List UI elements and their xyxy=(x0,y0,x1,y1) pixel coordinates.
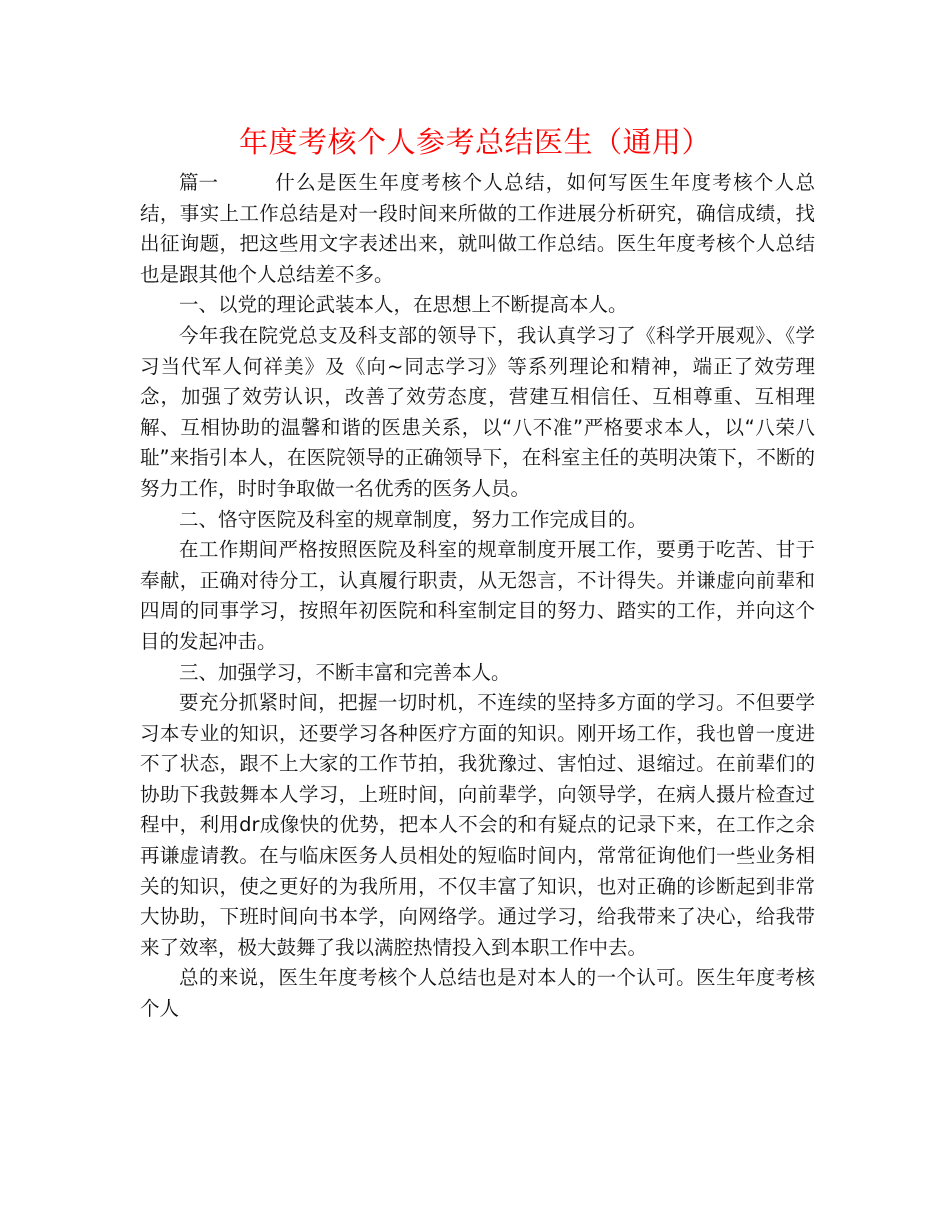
document-body xyxy=(140,168,815,1025)
section-heading-1: 一、以党的理论武装本人，在思想上不断提高本人。 xyxy=(179,293,628,317)
intro-paragraph xyxy=(140,168,815,290)
body-paragraph-1: 今年我在院党总支及科支部的领导下，我认真学习了《科学开展观》、《学习当代军人何祥美》及《向~同志学习》等系列理论和精神，端正了效劳理念，加强了效劳认识，改善了效劳态度，营建互相信任、互相尊重、互相理解、互相协助的温馨和谐的医患关系，以“八不准”严格要求本人，以“八荣八耻”来指引本人，在医院领导的正确领导下，在科室主任的英明决策下，不断的努力工作，时时争取做一名优秀的医务人员。 xyxy=(140,323,815,500)
document-title: 年度考核个人参考总结医生（通用） xyxy=(238,125,711,159)
section-heading-2: 二、恪守医院及科室的规章制度，努力工作完成目的。 xyxy=(179,507,648,531)
body-paragraph-4: 总的来说，医生年度考核个人总结也是对本人的一个认可。医生年度考核个人 xyxy=(140,966,815,1021)
intro-text: 什么是医生年度考核个人总结，如何写医生年度考核个人总结，事实上工作总结是对一段时间来所做的工作进展分析研究，确信成绩，找出征询题，把这些用文字表述出来，就叫做工作总结。医生年度考核个人总结也是跟其他个人总结差不多。 xyxy=(140,171,815,286)
body-paragraph-2: 在工作期间严格按照医院及科室的规章制度开展工作，要勇于吃苦、甘于奉献，正确对待分工，认真履行职责，从无怨言，不计得失。并谦虚向前辈和四周的同事学习，按照年初医院和科室制定目的努力、踏实的工作，并向这个目的发起冲击。 xyxy=(140,538,815,653)
body-paragraph-3: 要充分抓紧时间，把握一切时机，不连续的坚持多方面的学习。不但要学习本专业的知识，还要学习各种医疗方面的知识。刚开场工作，我也曾一度进不了状态，跟不上大家的工作节拍，我犹豫过、害怕过、退缩过。在前辈们的协助下我鼓舞本人学习，上班时间，向前辈学，向领导学，在病人摄片检查过程中，利用dr成像快的优势，把本人不会的和有疑点的记录下来，在工作之余再谦虚请教。在与临床医务人员相处的短临时间内，常常征询他们一些业务相关的知识，使之更好的为我所用，不仅丰富了知识，也对正确的诊断起到非常大协助，下班时间向书本学，向网络学。通过学习，给我带来了决心，给我带来了效率，极大鼓舞了我以满腔热情投入到本职工作中去。 xyxy=(140,691,815,959)
section-heading-3: 三、加强学习，不断丰富和完善本人。 xyxy=(179,660,511,684)
intro-label: 篇一 xyxy=(179,171,219,194)
